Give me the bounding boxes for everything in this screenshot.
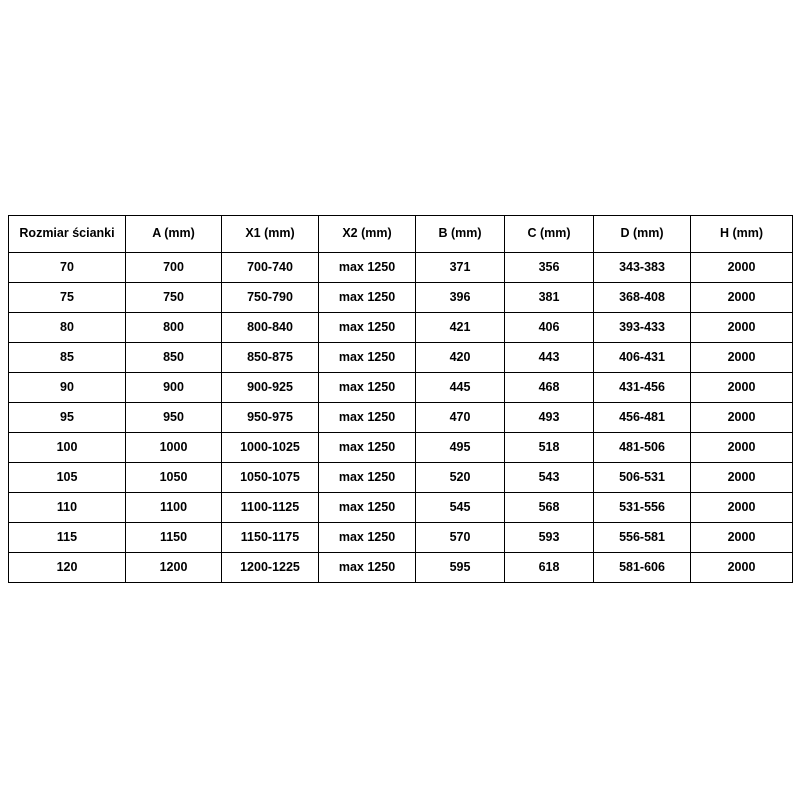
table-cell: max 1250 — [319, 523, 416, 553]
specification-sheet — [8, 215, 792, 583]
table-cell: 2000 — [691, 313, 793, 343]
table-cell: max 1250 — [319, 553, 416, 583]
table-cell: 1100-1125 — [222, 493, 319, 523]
table-cell: max 1250 — [319, 253, 416, 283]
table-cell: 1200-1225 — [222, 553, 319, 583]
table-cell: max 1250 — [319, 373, 416, 403]
table-cell: 850-875 — [222, 343, 319, 373]
table-row — [9, 373, 793, 403]
table-cell: max 1250 — [319, 433, 416, 463]
table-cell: 396 — [416, 283, 505, 313]
table-cell: 950 — [126, 403, 222, 433]
table-row — [9, 493, 793, 523]
table-row — [9, 433, 793, 463]
table-cell: 495 — [416, 433, 505, 463]
table-row — [9, 283, 793, 313]
table-cell: 493 — [505, 403, 594, 433]
table-cell: 750 — [126, 283, 222, 313]
table-row — [9, 403, 793, 433]
table-cell: 2000 — [691, 253, 793, 283]
table-cell: 1100 — [126, 493, 222, 523]
column-header-h: H (mm) — [691, 216, 793, 253]
table-cell: 545 — [416, 493, 505, 523]
table-cell: 90 — [9, 373, 126, 403]
table-cell: 2000 — [691, 433, 793, 463]
dimensions-table — [8, 215, 793, 583]
table-cell: 2000 — [691, 463, 793, 493]
column-header-a: A (mm) — [126, 216, 222, 253]
table-cell: 520 — [416, 463, 505, 493]
column-header-x2: X2 (mm) — [319, 216, 416, 253]
table-cell: 470 — [416, 403, 505, 433]
table-row — [9, 313, 793, 343]
table-cell: 2000 — [691, 553, 793, 583]
table-cell: 900 — [126, 373, 222, 403]
table-cell: 850 — [126, 343, 222, 373]
table-cell: 443 — [505, 343, 594, 373]
table-cell: 543 — [505, 463, 594, 493]
table-cell: 368-408 — [594, 283, 691, 313]
table-cell: 95 — [9, 403, 126, 433]
column-header-x1: X1 (mm) — [222, 216, 319, 253]
table-cell: max 1250 — [319, 463, 416, 493]
table-cell: 343-383 — [594, 253, 691, 283]
table-cell: 421 — [416, 313, 505, 343]
table-cell: 568 — [505, 493, 594, 523]
table-cell: 406 — [505, 313, 594, 343]
table-cell: 445 — [416, 373, 505, 403]
table-cell: 356 — [505, 253, 594, 283]
table-cell: 518 — [505, 433, 594, 463]
table-cell: 381 — [505, 283, 594, 313]
table-row — [9, 343, 793, 373]
table-body — [9, 253, 793, 583]
table-cell: 700-740 — [222, 253, 319, 283]
table-cell: 506-531 — [594, 463, 691, 493]
column-header-b: B (mm) — [416, 216, 505, 253]
table-cell: 105 — [9, 463, 126, 493]
table-cell: 2000 — [691, 343, 793, 373]
table-cell: max 1250 — [319, 493, 416, 523]
table-cell: 1050 — [126, 463, 222, 493]
table-cell: 581-606 — [594, 553, 691, 583]
table-cell: 110 — [9, 493, 126, 523]
table-header-row — [9, 216, 793, 253]
table-cell: 1050-1075 — [222, 463, 319, 493]
table-cell: 468 — [505, 373, 594, 403]
table-cell: 556-581 — [594, 523, 691, 553]
table-cell: 420 — [416, 343, 505, 373]
table-cell: 1000-1025 — [222, 433, 319, 463]
table-cell: 1000 — [126, 433, 222, 463]
table-cell: 2000 — [691, 373, 793, 403]
table-cell: 481-506 — [594, 433, 691, 463]
table-cell: 120 — [9, 553, 126, 583]
table-cell: 371 — [416, 253, 505, 283]
table-cell: 2000 — [691, 493, 793, 523]
table-cell: 800 — [126, 313, 222, 343]
table-cell: 1150-1175 — [222, 523, 319, 553]
table-cell: 456-481 — [594, 403, 691, 433]
table-cell: 950-975 — [222, 403, 319, 433]
table-cell: 570 — [416, 523, 505, 553]
column-header-c: C (mm) — [505, 216, 594, 253]
table-cell: 531-556 — [594, 493, 691, 523]
table-cell: 900-925 — [222, 373, 319, 403]
table-cell: 406-431 — [594, 343, 691, 373]
table-cell: 1200 — [126, 553, 222, 583]
table-cell: 593 — [505, 523, 594, 553]
table-cell: 70 — [9, 253, 126, 283]
table-cell: 115 — [9, 523, 126, 553]
column-header-d: D (mm) — [594, 216, 691, 253]
table-cell: 595 — [416, 553, 505, 583]
table-cell: 393-433 — [594, 313, 691, 343]
table-cell: 1150 — [126, 523, 222, 553]
table-cell: max 1250 — [319, 313, 416, 343]
table-cell: 80 — [9, 313, 126, 343]
table-cell: max 1250 — [319, 403, 416, 433]
column-header-rozmiar-scianki: Rozmiar ścianki — [9, 216, 126, 253]
table-row — [9, 553, 793, 583]
table-header — [9, 216, 793, 253]
table-cell: 2000 — [691, 283, 793, 313]
table-row — [9, 523, 793, 553]
table-row — [9, 253, 793, 283]
table-cell: 431-456 — [594, 373, 691, 403]
table-row — [9, 463, 793, 493]
table-cell: max 1250 — [319, 283, 416, 313]
table-cell: max 1250 — [319, 343, 416, 373]
table-cell: 100 — [9, 433, 126, 463]
table-cell: 700 — [126, 253, 222, 283]
table-cell: 75 — [9, 283, 126, 313]
table-cell: 618 — [505, 553, 594, 583]
table-cell: 2000 — [691, 523, 793, 553]
table-cell: 85 — [9, 343, 126, 373]
table-cell: 2000 — [691, 403, 793, 433]
table-cell: 800-840 — [222, 313, 319, 343]
table-cell: 750-790 — [222, 283, 319, 313]
